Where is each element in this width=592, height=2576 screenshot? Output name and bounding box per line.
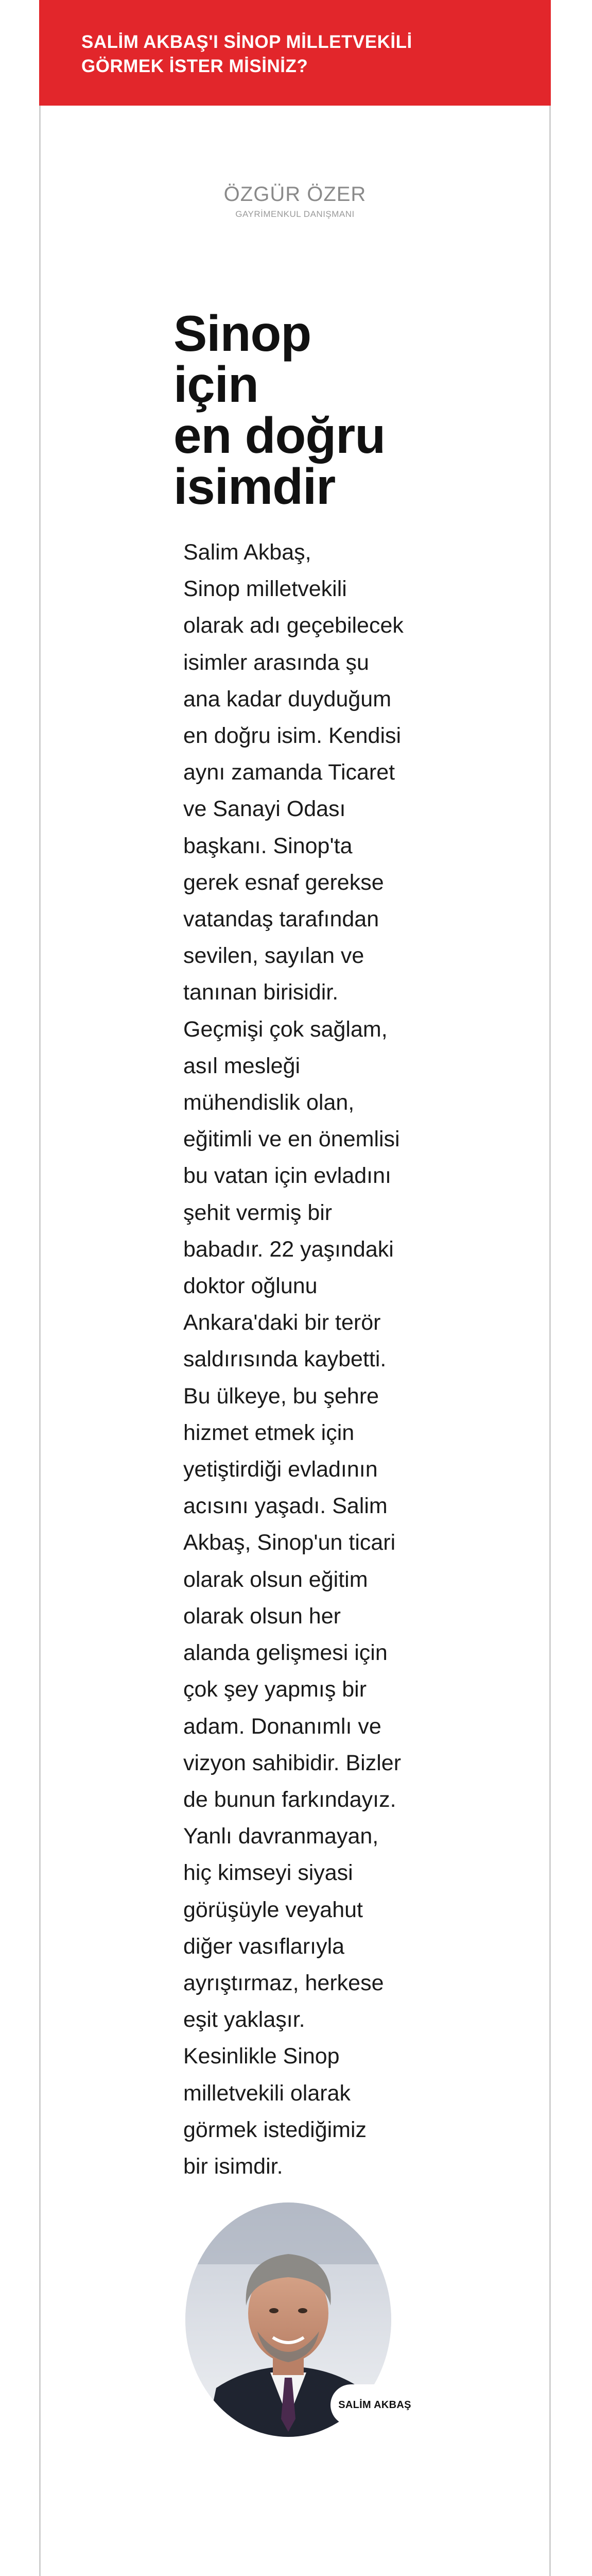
body-line: olarak olsun eğitim — [183, 1567, 368, 1592]
body-line: mühendislik olan, — [183, 1090, 355, 1115]
body-line: görmek istediğimiz — [183, 2117, 367, 2142]
headline-line: isimdir — [173, 458, 336, 515]
body-line: olarak adı geçebilecek — [183, 613, 404, 638]
body-line: ayrıştırmaz, herkese — [183, 1970, 384, 1995]
banner-line-2: GÖRMEK İSTER MİSİNİZ? — [81, 56, 308, 76]
body-line: yetiştirdiği evladının — [183, 1457, 378, 1482]
body-line: gerek esnaf gerekse — [183, 870, 384, 895]
author-block — [39, 183, 551, 219]
body-line: saldırısında kaybetti. — [183, 1347, 387, 1372]
body-line: çok şey yapmış bir — [183, 1677, 367, 1702]
body-line: milletvekili olarak — [183, 2080, 351, 2106]
body-line: tanınan birisidir. — [183, 980, 339, 1005]
body-line: babadır. 22 yaşındaki — [183, 1236, 394, 1262]
body-line: vizyon sahibidir. Bizler — [183, 1750, 402, 1775]
body-line: isimler arasında şu — [183, 650, 369, 675]
headline-banner — [39, 0, 551, 106]
article-headline — [173, 305, 441, 515]
body-line: adam. Donanımlı ve — [183, 1714, 381, 1739]
body-line: en doğru isim. Kendisi — [183, 723, 402, 749]
body-line: sevilen, sayılan ve — [183, 943, 364, 969]
body-line: hizmet etmek için — [183, 1420, 355, 1445]
body-line: başkanı. Sinop'ta — [183, 833, 353, 858]
body-line: ve Sanayi Odası — [183, 796, 346, 822]
body-line: Sinop milletvekili — [183, 577, 347, 602]
body-line: olarak olsun her — [183, 1603, 341, 1629]
body-line: Geçmişi çok sağlam, — [183, 1016, 388, 1042]
body-line: şehit vermiş bir — [183, 1200, 333, 1225]
headline-line: için — [173, 356, 258, 413]
headline-line: en doğru — [173, 407, 386, 464]
headline-line: Sinop — [173, 305, 311, 362]
body-line: hiç kimseyi siyasi — [183, 1860, 353, 1886]
author-role: GAYRİMENKUL DANIŞMANI — [235, 209, 355, 219]
body-line: Akbaş, Sinop'un ticari — [183, 1530, 396, 1555]
body-line: de bunun farkındayız. — [183, 1787, 396, 1812]
body-line: eşit yaklaşır. — [183, 2007, 305, 2032]
author-name: ÖZGÜR ÖZER — [223, 183, 367, 206]
body-line: acısını yaşadı. Salim — [183, 1494, 388, 1519]
banner-line-1: SALİM AKBAŞ'I SİNOP MİLLETVEKİLİ — [81, 32, 412, 52]
photo-caption-box — [330, 2384, 419, 2426]
body-line: vatandaş tarafından — [183, 907, 379, 932]
body-line: asıl mesleği — [183, 1053, 301, 1078]
body-line: aynı zamanda Ticaret — [183, 760, 395, 785]
body-line: bir isimdir. — [183, 2154, 283, 2179]
body-line: Yanlı davranmayan, — [183, 1824, 379, 1849]
body-line: doktor oğlunu — [183, 1274, 318, 1299]
body-line: eğitimli ve en önemlisi — [183, 1127, 400, 1152]
body-line: bu vatan için evladını — [183, 1163, 391, 1189]
body-line: Ankara'daki bir terör — [183, 1310, 381, 1335]
article-body — [183, 534, 425, 2185]
body-line: Kesinlikle Sinop — [183, 2044, 340, 2069]
body-line: Salim Akbaş, — [183, 540, 311, 565]
body-line: alanda gelişmesi için — [183, 1640, 388, 1666]
body-line: Bu ülkeye, bu şehre — [183, 1383, 379, 1409]
body-line: görüşüyle veyahut — [183, 1897, 363, 1922]
body-line: diğer vasıflarıyla — [183, 1934, 345, 1959]
photo-caption: SALİM AKBAŞ — [338, 2399, 411, 2411]
body-line: ana kadar duyduğum — [183, 686, 392, 711]
